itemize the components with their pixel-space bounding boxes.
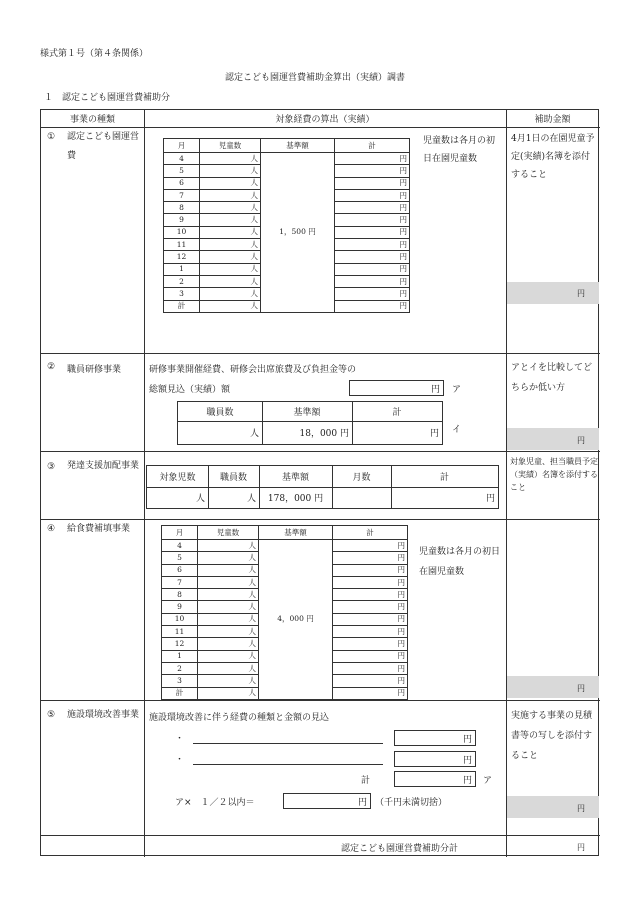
row2-h-staff: 職員数 (206, 408, 234, 418)
month-label: 12 (164, 251, 200, 263)
row3-number: ③ (47, 462, 56, 472)
header-calc: 対象経費の算出（実績） (275, 115, 375, 125)
children-count[interactable]: 人 (198, 662, 259, 674)
children-count[interactable]: 人 (198, 589, 259, 601)
month-total[interactable]: 円 (333, 552, 408, 564)
yen-unit: 円 (462, 734, 472, 745)
month-label: 計 (164, 300, 200, 312)
children-count[interactable]: 人 (198, 638, 259, 650)
row5-formula: ア× １／２以内＝ (175, 798, 255, 808)
row5-bullet-1: ・ (175, 734, 185, 744)
month-total[interactable]: 円 (335, 300, 410, 312)
month-label: 5 (162, 552, 198, 564)
month-label: 12 (162, 638, 198, 650)
row2-name: 職員研修事業 (67, 365, 122, 375)
row3-amount-note: 対象児童、担当職員予定（実績）名簿を添付すること (510, 457, 598, 492)
month-total[interactable]: 円 (335, 165, 410, 177)
yen-unit: 円 (430, 384, 440, 395)
month-total[interactable]: 円 (333, 650, 408, 662)
month-total[interactable]: 円 (335, 263, 410, 275)
yen-unit: 円 (462, 755, 472, 766)
row2-staff-table (177, 401, 443, 445)
month-label: 2 (164, 275, 200, 287)
header-type: 事業の種類 (69, 115, 115, 125)
month-label: 計 (162, 687, 198, 699)
yen-unit: 円 (357, 797, 367, 808)
month-total[interactable]: 円 (335, 202, 410, 214)
row2-total-value[interactable]: 円 (429, 429, 439, 439)
month-label: 6 (162, 564, 198, 576)
col-base: 基準額 (261, 139, 335, 153)
month-total[interactable]: 円 (333, 687, 408, 699)
row4-name: 給食費補填事業 (67, 524, 131, 534)
month-label: 11 (162, 626, 198, 638)
row3-name: 発達支援加配事業 (67, 461, 140, 471)
amount-cell-1-bg (506, 282, 599, 304)
col-month: 月 (162, 526, 198, 540)
children-count[interactable]: 人 (200, 153, 261, 165)
row5-round-note: （千円未満切捨） (375, 798, 448, 808)
row2-amount-yen: 円 (577, 436, 585, 445)
month-total[interactable]: 円 (335, 288, 410, 300)
month-total[interactable]: 円 (335, 177, 410, 189)
amount-cell-5-bg (506, 796, 599, 818)
month-label: 3 (164, 288, 200, 300)
row2-line1: 研修事業開催経費、研修会出席旅費及び負担金等の (149, 365, 357, 375)
month-total[interactable]: 円 (335, 251, 410, 263)
row4-monthly-table (161, 525, 408, 700)
row1-amount-yen: 円 (577, 289, 585, 298)
month-label: 7 (164, 189, 200, 201)
children-count[interactable]: 人 (198, 552, 259, 564)
children-count[interactable]: 人 (198, 675, 259, 687)
row3-h-base: 基準額 (281, 473, 309, 483)
children-count[interactable]: 人 (200, 214, 261, 226)
month-label: 1 (162, 650, 198, 662)
children-count[interactable]: 人 (198, 564, 259, 576)
month-label: 7 (162, 576, 198, 588)
month-label: 5 (164, 165, 200, 177)
col-month: 月 (164, 139, 200, 153)
month-label: 4 (164, 153, 200, 165)
row2-amount-note: アとイを比較してどちらか低い方 (511, 363, 593, 393)
month-total[interactable]: 円 (333, 675, 408, 687)
row3-months-value[interactable] (332, 487, 391, 508)
children-count[interactable]: 人 (198, 601, 259, 613)
month-total[interactable]: 円 (333, 613, 408, 625)
col-children: 児童数 (198, 526, 259, 540)
month-total[interactable]: 円 (333, 589, 408, 601)
month-label: 1 (164, 263, 200, 275)
col-base: 基準額 (259, 526, 333, 540)
month-total[interactable]: 円 (333, 662, 408, 674)
row2-h-base: 基準額 (293, 408, 321, 418)
footer-amount-yen[interactable]: 円 (577, 843, 585, 852)
month-total[interactable]: 円 (333, 540, 408, 552)
row3-base-value: 178，000 円 (267, 494, 324, 504)
month-label: 2 (162, 662, 198, 674)
month-total[interactable]: 円 (335, 275, 410, 287)
row4-note: 児童数は各月の初日在園児童数 (419, 547, 501, 577)
row2-number: ② (47, 362, 56, 372)
month-label: 9 (164, 214, 200, 226)
row1-note: 児童数は各月の初日在園児童数 (423, 136, 496, 164)
month-total[interactable]: 円 (335, 189, 410, 201)
row5-mark-a: ア (483, 776, 493, 786)
section-heading: １ 認定こども園運営費補助分 (44, 93, 171, 103)
month-total[interactable]: 円 (335, 226, 410, 238)
month-total[interactable]: 円 (335, 239, 410, 251)
row3-staff-count[interactable]: 人 (246, 494, 256, 504)
row2-mark-a: ア (452, 385, 462, 395)
row5-bullet-2: ・ (175, 755, 185, 765)
row2-staff-count[interactable]: 人 (249, 429, 259, 439)
month-total[interactable]: 円 (335, 214, 410, 226)
row5-item-1-amount[interactable] (394, 730, 476, 746)
row1-number: ① (47, 132, 56, 142)
month-total[interactable]: 円 (333, 564, 408, 576)
month-label: 10 (164, 226, 200, 238)
form-number: 様式第１号（第４条関係） (40, 49, 149, 59)
month-label: 4 (162, 540, 198, 552)
row4-amount-yen: 円 (577, 684, 585, 693)
children-count[interactable]: 人 (198, 650, 259, 662)
children-count[interactable]: 人 (200, 300, 261, 312)
base-amount: 1，500 円 (261, 153, 335, 313)
row5-item-2-name[interactable] (193, 764, 383, 765)
row2-mark-i: イ (452, 425, 462, 435)
document-title: 認定こども園運営費補助金算出（実績）調書 (224, 73, 405, 83)
amount-cell-2-bg (506, 428, 599, 450)
row3-h-staff: 職員数 (219, 473, 247, 483)
month-total[interactable]: 円 (333, 576, 408, 588)
children-count[interactable]: 人 (200, 226, 261, 238)
col-total: 計 (335, 139, 410, 153)
row5-subsidy-amount[interactable] (283, 793, 371, 809)
children-count[interactable]: 人 (200, 189, 261, 201)
month-row (164, 153, 410, 165)
row3-h-children: 対象児数 (159, 473, 196, 483)
month-label: 6 (164, 177, 200, 189)
row2-h-total: 計 (392, 408, 402, 418)
month-label: 3 (162, 675, 198, 687)
row5-name: 施設環境改善事業 (67, 710, 140, 720)
row3-total-value[interactable]: 円 (485, 494, 495, 504)
children-count[interactable]: 人 (198, 626, 259, 638)
children-count[interactable]: 人 (200, 239, 261, 251)
row5-amount-note: 実施する事業の見積書等の写しを添付すること (511, 711, 593, 761)
row1-amount-note: 4月1日の在園児童予定(実績)名簿を添付すること (511, 134, 595, 180)
month-label: 9 (162, 601, 198, 613)
row5-item-1-name[interactable] (193, 743, 383, 744)
yen-unit: 円 (462, 775, 472, 786)
row5-total-label: 計 (361, 776, 371, 786)
row5-amount-yen: 円 (577, 804, 585, 813)
children-count[interactable]: 人 (200, 165, 261, 177)
row3-h-months: 月数 (352, 473, 371, 483)
children-count[interactable]: 人 (200, 202, 261, 214)
children-count[interactable]: 人 (198, 613, 259, 625)
row5-item-2-amount[interactable] (394, 751, 476, 767)
row5-line1: 施設環境改善に伴う経費の種類と金額の見込 (149, 713, 330, 723)
month-total[interactable]: 円 (335, 153, 410, 165)
month-label: 11 (164, 239, 200, 251)
row3-h-total: 計 (439, 473, 449, 483)
month-total[interactable]: 円 (333, 601, 408, 613)
month-label: 8 (162, 589, 198, 601)
footer-label: 認定こども園運営費補助分計 (341, 844, 459, 854)
col-total: 計 (333, 526, 408, 540)
row2-total-field[interactable] (349, 380, 444, 396)
row4-number: ④ (47, 524, 56, 534)
row5-total-amount[interactable] (394, 771, 476, 787)
month-label: 10 (162, 613, 198, 625)
row5-number: ⑤ (47, 710, 56, 720)
children-count[interactable]: 人 (200, 177, 261, 189)
row2-line2: 総額見込（実績）額 (149, 385, 231, 395)
children-count[interactable]: 人 (200, 275, 261, 287)
children-count[interactable]: 人 (200, 288, 261, 300)
row2-base-value: 18，000 円 (299, 429, 349, 439)
children-count[interactable]: 人 (198, 576, 259, 588)
header-amount: 補助金額 (534, 115, 571, 125)
month-row (162, 540, 408, 552)
row1-monthly-table (163, 138, 410, 313)
month-total[interactable]: 円 (333, 626, 408, 638)
children-count[interactable]: 人 (198, 540, 259, 552)
children-count[interactable]: 人 (200, 251, 261, 263)
row3-table (146, 465, 499, 509)
children-count[interactable]: 人 (198, 687, 259, 699)
row3-children-count[interactable]: 人 (195, 494, 205, 504)
amount-cell-4-bg (506, 676, 599, 698)
children-count[interactable]: 人 (200, 263, 261, 275)
col-children: 児童数 (200, 139, 261, 153)
month-total[interactable]: 円 (333, 638, 408, 650)
row1-name: 認定こども園運営費 (67, 132, 140, 161)
month-label: 8 (164, 202, 200, 214)
base-amount: 4，000 円 (259, 540, 333, 700)
